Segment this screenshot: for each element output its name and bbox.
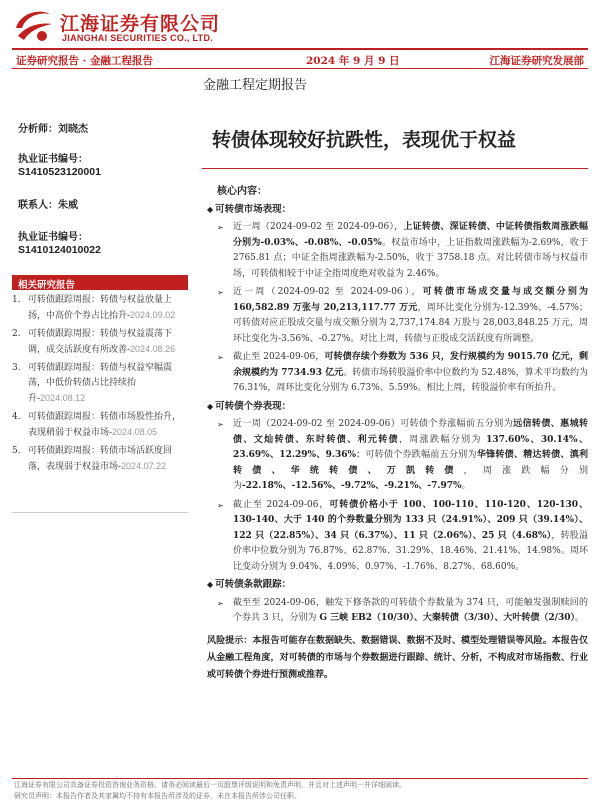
cert-label-1: 执业证书编号：: [18, 154, 88, 165]
arrow-bullet-icon: ➢: [217, 420, 224, 429]
highlight-text: G 三峡 EB2（10/30）、大秦转债（3/30）、大叶转债（2/30）: [319, 613, 575, 623]
related-report-number: 3.: [12, 363, 21, 373]
related-report-date: 2024.08.05: [112, 427, 158, 437]
related-report-item[interactable]: [12, 293, 188, 324]
related-report-item[interactable]: [12, 410, 188, 441]
research-dept: 江海证券研究发展部: [489, 55, 584, 67]
body-text: 。: [461, 481, 471, 491]
body-text: 截止至 2024-09-06，: [233, 499, 330, 510]
report-body: [207, 184, 588, 684]
highlight-text: 远信转债、惠城转债、文灿转债、东时转债、利元转债: [233, 419, 588, 445]
body-text: ，周涨跌幅分别为: [398, 434, 487, 445]
highlight-text: 上证转债、深证转债、中证转债指数周涨跌幅分别为-0.03%、-0.08%、-0.05%: [233, 222, 588, 248]
related-report-number: 5.: [12, 446, 21, 456]
related-report-text: 可转债跟踪周报：转债与权益放量上扬，中高价个券占比抬升-: [28, 295, 173, 321]
cert-label-2: 执业证书编号：: [18, 232, 88, 243]
body-text: ，周环比变化分别为-12.39%、-4.57%；可转债对应正股成交量与成交额分别为 2,737,174.84 万股与 28,003,848.25 万元，周环比变化为-3.56%、-0.27%。对比上周，转债与正股成交活跃度有所调整。: [233, 302, 588, 344]
bullet-paragraph: [207, 417, 588, 495]
highlight-text: 华锋转债、精达转债、滇利转债、华统转债、万凯转债: [233, 450, 588, 476]
diamond-bullet-icon: ◆: [207, 400, 214, 411]
bullet-paragraph: [207, 596, 588, 627]
bullet-paragraph: [207, 285, 588, 347]
arrow-bullet-icon: ➢: [217, 500, 224, 510]
related-report-date: 2024.07.22: [121, 461, 167, 471]
arrow-bullet-icon: ➢: [217, 353, 224, 362]
footer-line-2: 研究员声明：本报告作者及其家属均不持有本报告所涉及的证券，未在本报告所涉公司任职。: [14, 792, 301, 800]
analyst-label: 分析师：刘晓杰: [18, 124, 88, 135]
body-text: 近一周（2024-09-02 至 2024-09-06），: [233, 287, 423, 297]
risk-warning: 风险提示：本报告可能存在数据缺失、数据错误、数据不及时、模型处理错误等风险。本报告仅从金融工程角度，对可转债的市场与个券数据进行跟踪、统计、分析，不构成对市场指数、行业或可转债个券进行预测或推荐。: [207, 635, 588, 680]
footer-line-1: 江海证券有限公司具备证券投资咨询业务资格。请务必阅读最后一页股票评级说明和免责声明，并且对上述声明一并详细阅读。: [14, 781, 406, 789]
body-text: 。: [574, 613, 584, 623]
diamond-bullet-icon: ◆: [207, 203, 214, 214]
section-heading: [207, 577, 588, 593]
related-reports-title: 相关研究报告: [18, 280, 76, 291]
company-logo-icon: [12, 6, 54, 46]
related-report-text: 可转债跟踪周报：转债市场股性抬升，表现稍弱于权益市场-: [28, 412, 182, 438]
body-text: 。转债市场转股溢价率中位数约为 52.48%，算术平均数约为 76.31%，周环比变化分别为 6.73%、5.59%。相比上周，转股溢价率有所抬升。: [233, 367, 588, 393]
bullet-paragraph: [207, 498, 588, 576]
arrow-bullet-icon: ➢: [217, 288, 224, 297]
report-title: 转债体现较好抗跌性，表现优于权益: [212, 129, 517, 151]
footer-disclaimer: [12, 778, 588, 801]
related-report-text: 可转债跟踪周报：转债与权益窄幅震荡，中低价转债占比持续抬升-: [28, 363, 173, 404]
report-header-bar: [12, 48, 588, 68]
diamond-bullet-icon: ◆: [207, 579, 214, 589]
highlight-text: 可转债市场成交量与成交额分别为 160,582.89 万张与 20,213,117.77 万元: [233, 287, 588, 313]
related-report-number: 4.: [12, 412, 21, 422]
header-divider: [12, 68, 588, 69]
body-text: 截至至 2024-09-06，触发下修条款的可转债个券数量为 374 只，可能触发强制赎回的个券共 3 只，分别为: [233, 597, 588, 623]
cert-number-2: S1410124010022: [18, 244, 101, 256]
sidebar-divider: [12, 512, 188, 513]
company-name-cn: 江海证券有限公司: [60, 13, 221, 35]
highlight-text: 可转债存续个券数为 536 只，发行规模约为 9015.70 亿元，剩余规模约为 7734.93 亿元: [233, 352, 588, 378]
section-heading: [207, 202, 588, 218]
section-heading-text: 可转债市场表现：: [215, 203, 292, 215]
highlight-text: 137.60%、30.14%、23.69%、12.29%、9.36%: [233, 434, 588, 460]
core-content-label: 核心内容：: [217, 186, 267, 197]
section-heading-text: 可转债个券表现：: [215, 400, 292, 412]
body-text: 近一周（2024-09-02 至 2024-09-06）可转债个券涨幅前五分别为: [233, 419, 514, 429]
related-report-number: 2.: [12, 329, 21, 339]
sections-container: [207, 202, 588, 627]
arrow-bullet-icon: ➢: [217, 223, 224, 232]
title-divider: [202, 168, 588, 169]
section-heading: [207, 399, 588, 415]
related-report-date: 2024.08.12: [40, 393, 86, 403]
related-report-item[interactable]: [12, 327, 188, 358]
body-text: 近一周（2024-09-02 至 2024-09-06），: [233, 222, 404, 232]
arrow-bullet-icon: ➢: [217, 598, 224, 608]
related-reports-list: [12, 290, 188, 475]
related-report-item[interactable]: [12, 361, 188, 407]
related-report-number: 1.: [12, 295, 21, 305]
bullet-paragraph: [207, 220, 588, 282]
bullet-paragraph: [207, 350, 588, 397]
section-heading-text: 可转债条款跟踪：: [215, 579, 292, 590]
related-report-item[interactable]: [12, 444, 188, 475]
cert-number-1: S1410523120001: [18, 166, 101, 178]
body-text: ，周涨跌幅分别为: [233, 465, 588, 491]
related-report-text: 可转债跟踪周报：转债与权益震荡下调，成交活跃度有所改善-: [28, 329, 173, 355]
related-report-text: 可转债跟踪周报：转债市场活跃度回落，表现弱于权益市场-: [28, 446, 173, 472]
related-reports-header: [12, 275, 188, 290]
highlight-text: 可转债价格小于 100、100-110、110-120、120-130、130-140、大于 140 的个券数量分别为 133 只（24.91%）、209 只（39.14%）、122 只（22.85%）、34 只（6.37%）、11 只（2.06%）、25 只（4.68%）: [233, 499, 588, 541]
body-text: 。权益市场中，上证指数周涨跌幅为-2.69%，收于 2765.81 点；中证全指周涨跌幅为-2.50%，收于 3758.18 点。对比转债市场与权益市场，可转债相较于中证全指周度绝对收益为 2.46%。: [233, 237, 588, 279]
body-text: ；可转债个券跌幅前五分别为: [356, 450, 477, 460]
report-category: 证券研究报告 · 金融工程报告: [16, 55, 153, 67]
related-report-date: 2024.08.26: [130, 344, 176, 354]
body-text: ，转股溢价率中位数分别为 76.87%、62.87%、31.29%、18.46%、21.41%、14.98%。周环比变动分别为 9.04%、4.09%、0.97%、-1.76%、8.27%、68.60%。: [233, 530, 588, 572]
contact-label: 联系人：朱威: [18, 200, 78, 211]
company-logo: [12, 6, 232, 46]
highlight-text: -22.18%、-12.56%、-9.72%、-9.21%、-7.97%: [242, 481, 462, 491]
related-report-date: 2024.09.02: [130, 310, 176, 320]
report-date: 2024 年 9 月 9 日: [306, 55, 400, 67]
company-name-en: JIANGHAI SECURITIES CO., LTD.: [62, 33, 214, 43]
body-text: 截止至 2024-09-06，: [233, 352, 325, 362]
report-type: 金融工程定期报告: [203, 78, 308, 93]
